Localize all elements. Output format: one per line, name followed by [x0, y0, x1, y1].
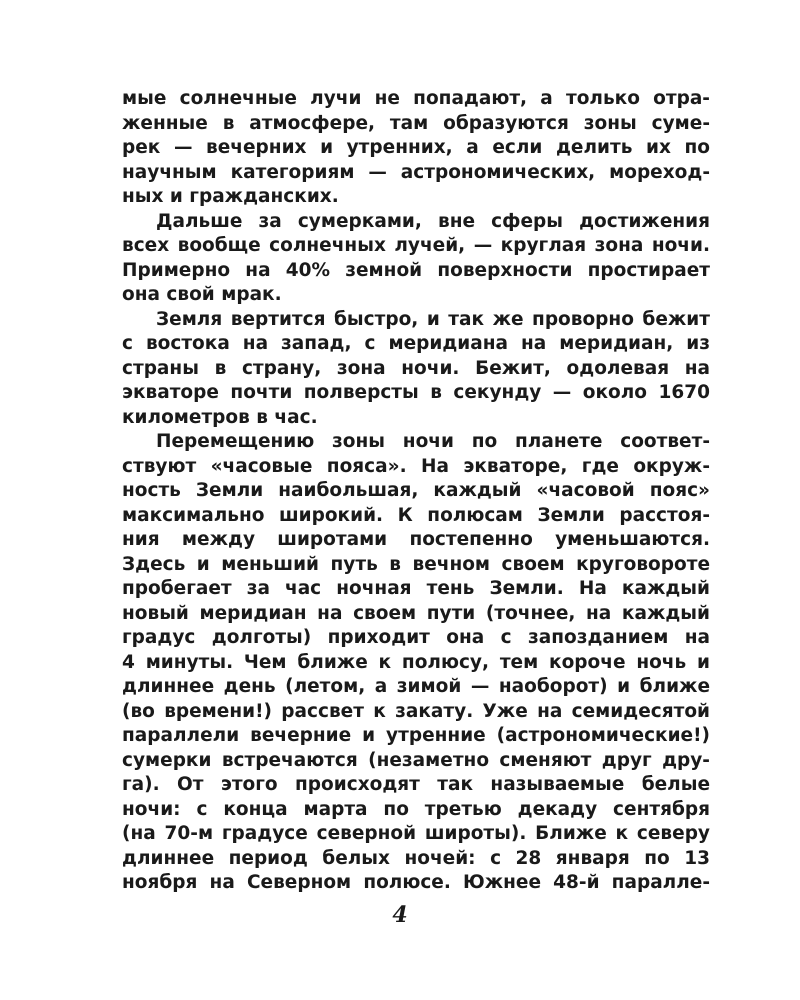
text-line: 4 минуты. Чем ближе к полюсу, тем короче ночь и — [122, 651, 710, 673]
text-line: ствуют «часовые пояса». На экваторе, где окруж- — [122, 455, 710, 477]
text-line: Земля вертится быстро, и так же проворно бежит — [156, 308, 710, 330]
text-line: страны в страну, зона ночи. Бежит, одолевая на — [122, 357, 710, 379]
text-line: Перемещению зоны ночи по планете соответ- — [156, 431, 710, 452]
paragraph — [122, 87, 710, 210]
text-line: Здесь и меньший путь в вечном своем круговороте — [122, 553, 710, 575]
text-line: пробегает за час ночная тень Земли. На каждый — [122, 578, 710, 599]
text-line: ния между широтами постепенно уменьшаются. — [122, 529, 710, 550]
text-line: с востока на запад, с меридиана на меридиан, из — [122, 333, 710, 354]
text-line: экваторе почти полверсты в секунду — около 1670 — [122, 382, 710, 403]
text-line: она свой мрак. — [122, 284, 282, 305]
text-line: (во времени!) рассвет к закату. Уже на семидесятой — [122, 700, 710, 722]
text-line: ных и гражданских. — [122, 186, 339, 207]
text-line: Примерно на 40% земной поверхности простирает — [122, 259, 710, 281]
text-line: (на 70-м градусе северной широты). Ближе к северу — [122, 823, 710, 844]
text-line: ность Земли наибольшая, каждый «часовой пояс» — [122, 480, 710, 501]
text-line: сумерки встречаются (незаметно сменяют друг дру- — [122, 749, 710, 771]
text-line: километров в час. — [122, 406, 318, 428]
text-line: га). От этого происходят так называемые белые — [122, 774, 710, 795]
paragraph — [122, 308, 710, 431]
text-line: рек — вечерних и утренних, а если делить их по — [122, 137, 710, 158]
text-line: Дальше за сумерками, вне сферы достижения — [156, 210, 710, 232]
text-line: длиннее период белых ночей: с 28 января по 13 — [122, 847, 710, 869]
text-line: ноября на Северном полюсе. Южнее 48-й паралле- — [122, 872, 710, 893]
text-line: длиннее день (летом, а зимой — наоборот) и ближе — [122, 676, 710, 697]
text-line: ночи: с конца марта по третью декаду сентября — [122, 798, 710, 820]
text-line: новый меридиан на своем пути (точнее, на каждый — [122, 602, 710, 624]
page-number: 4 — [392, 902, 408, 928]
paragraph — [122, 430, 710, 896]
text-line: женные в атмосфере, там образуются зоны суме- — [122, 112, 710, 134]
page-text — [122, 87, 710, 896]
text-line: всех вообще солнечных лучей, — круглая зона ночи. — [122, 235, 710, 256]
text-line: научным категориям — астрономических, мореход- — [122, 161, 710, 183]
text-line: параллели вечерние и утренние (астрономические!) — [122, 725, 710, 746]
text-line: мые солнечные лучи не попадают, а только отра- — [122, 88, 710, 109]
paragraph — [122, 210, 710, 308]
text-line: градус долготы) приходит она с запозданием на — [122, 627, 710, 648]
text-line: максимально широкий. К полюсам Земли расстоя- — [122, 504, 710, 526]
